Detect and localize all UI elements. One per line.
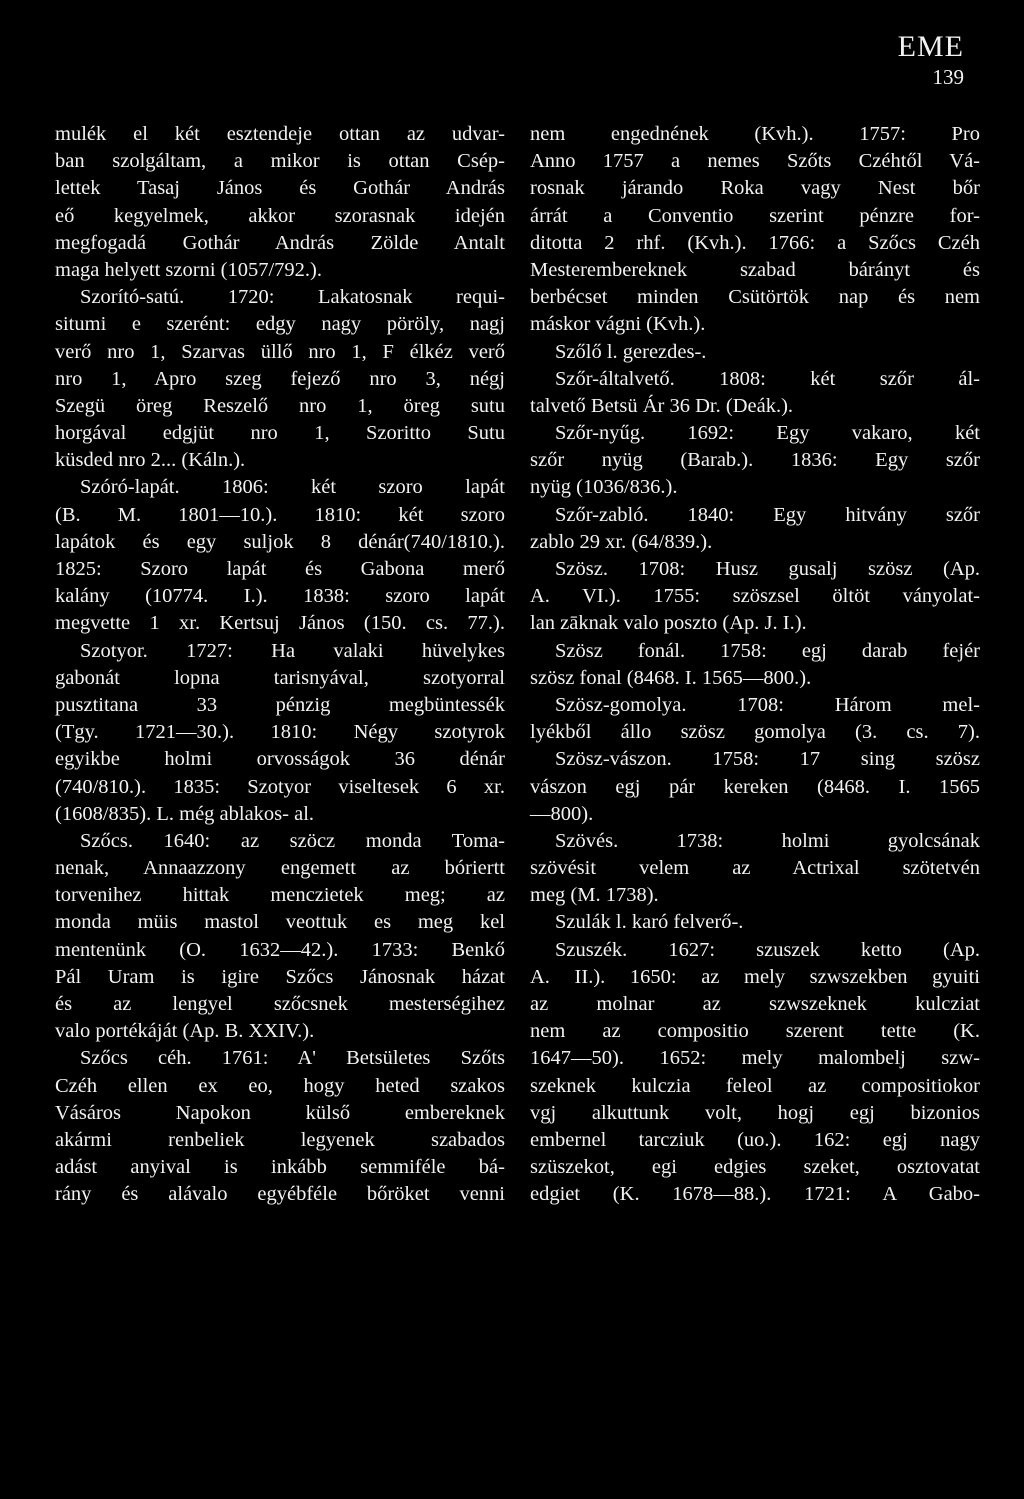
left-column-line: nenak, Annaazzony engemett az bóriertt	[55, 857, 505, 880]
left-column-line: adást anyival is inkább semmiféle bá-	[55, 1156, 505, 1179]
left-column-line: rány és alávalo egyébféle bőröket venni	[55, 1183, 505, 1206]
left-column-line: mentenünk (O. 1632—42.). 1733: Benkő	[55, 938, 505, 961]
right-column-line: talvető Betsü Ár 36 Dr. (Deák.).	[530, 394, 794, 417]
left-column-line: eő kegyelmek, akkor szorasnak idején	[55, 204, 505, 227]
left-column-line: (740/810.). 1835: Szotyor viseltesek 6 xr.	[55, 775, 505, 798]
running-header	[844, 30, 964, 88]
left-column-line: Czéh ellen ex eo, hogy heted szakos	[55, 1074, 505, 1097]
right-column-line: edgiet (K. 1678—88.). 1721: A Gabo-	[530, 1183, 980, 1206]
left-column-line: Szőcs. 1640: az szöcz monda Toma-	[80, 829, 505, 852]
left-column-line: Szegü öreg Reszelő nro 1, öreg sutu	[55, 394, 505, 417]
right-column-line: az molnar az szwszeknek kulcziat	[530, 993, 980, 1015]
right-column-line: —800).	[530, 802, 594, 825]
right-column-line: szőr nyüg (Barab.). 1836: Egy szőr	[530, 449, 980, 472]
right-column-line: A. VI.). 1755: szöszsel öltöt ványolat-	[530, 585, 980, 608]
left-column-line: mulék el két esztendeje ottan az udvar-	[55, 123, 505, 145]
right-column-line: berbécset minden Csütörtök nap és nem	[530, 286, 980, 309]
right-column-line: nem az compositio szerent tette (K.	[530, 1020, 980, 1043]
right-column-line: vászon egj pár kereken (8468. I. 1565	[530, 775, 980, 798]
right-column-line: Szösz-gomolya. 1708: Három mel-	[555, 693, 980, 716]
right-column-line: Szulák l. karó felverő-.	[555, 911, 744, 934]
left-column-line: Vásáros Napokon külső embereknek	[55, 1101, 505, 1124]
right-column-line: meg (M. 1738).	[530, 884, 659, 907]
right-column-line: 1647—50). 1652: mely malombelj szw-	[530, 1047, 980, 1070]
left-column-line: (1608/835). L. még ablakos- al.	[55, 802, 315, 825]
left-column-line: lapátok és egy suljok 8 dénár(740/1810.).	[55, 530, 505, 553]
right-column-line: árrát a Conventio szerint pénzre for-	[530, 204, 980, 227]
right-column-line: embernel tarcziuk (uo.). 162: egj nagy	[530, 1128, 980, 1151]
left-column-line: akármi renbeliek legyenek szabados	[55, 1128, 505, 1151]
right-column-line: Mesterembereknek szabad bárányt és	[530, 258, 980, 281]
right-column-line: rosnak járando Roka vagy Nest bőr	[530, 177, 980, 200]
right-column-line: Szőlő l. gerezdes-.	[555, 340, 707, 363]
right-column-line: Szövés. 1738: holmi gyolcsának	[555, 829, 980, 852]
right-column-line: szövésit velem az Actrixal szötetvén	[530, 857, 980, 880]
left-column-line: Szőcs céh. 1761: A' Betsületes Szőts	[80, 1047, 505, 1070]
left-column-line: megfogadá Gothár András Zölde Antalt	[55, 231, 505, 254]
left-column-line: lettek Tasaj János és Gothár András	[55, 177, 505, 200]
left-column-line: nro 1, Apro szeg fejező nro 3, négj	[55, 367, 505, 390]
left-column-line: monda müis mastol veottuk es meg kel	[55, 911, 505, 934]
right-column-line: Szösz. 1708: Husz gusalj szösz (Ap.	[555, 558, 980, 580]
right-column-line: vgj alkuttunk volt, hogj egj bizonios	[530, 1101, 980, 1124]
left-column-line: 1825: Szoro lapát és Gabona merő	[55, 558, 505, 580]
left-column-line: gabonát lopna tarisnyával, szotyorral	[55, 666, 505, 689]
left-column-line: ban szolgáltam, a mikor is ottan Csép-	[55, 150, 505, 173]
left-column-line: küsded nro 2... (Káln.).	[55, 449, 246, 472]
left-column-line: Szóró-lapát. 1806: két szoro lapát	[80, 476, 505, 499]
left-column-line: (B. M. 1801—10.). 1810: két szoro	[55, 503, 505, 526]
right-column-line: Szőr-nyűg. 1692: Egy vakaro, két	[555, 422, 980, 445]
right-column-line: zablo 29 xr. (64/839.).	[530, 530, 713, 553]
page-number: 139	[932, 65, 964, 89]
left-column-line: Szotyor. 1727: Ha valaki hüvelykes	[80, 639, 505, 662]
header-word: EME	[897, 30, 964, 63]
right-column-line: lan zāknak valo poszto (Ap. J. I.).	[530, 612, 807, 635]
right-column-line: A. II.). 1650: az mely szwszekben gyuiti	[530, 965, 980, 988]
left-column-line: pusztitana 33 pénzig megbüntessék	[55, 693, 505, 716]
right-column-line: szüszekot, egi edgies szeket, osztovatat	[530, 1156, 980, 1179]
left-column-line: situmi e szerént: edgy nagy pöröly, nagj	[55, 313, 505, 336]
right-column	[530, 121, 980, 1209]
right-column-line: ditotta 2 rhf. (Kvh.). 1766: a Szőcs Czéh	[530, 231, 980, 254]
right-column-line: szösz fonal (8468. I. 1565—800.).	[530, 666, 812, 689]
right-column-line: máskor vágni (Kvh.).	[530, 313, 706, 336]
left-column-line: verő nro 1, Szarvas üllő nro 1, F élkéz verő	[55, 340, 505, 363]
right-column-line: Anno 1757 a nemes Szőts Czéhtől Vá-	[530, 150, 980, 173]
left-column-line: valo portékáját (Ap. B. XXIV.).	[55, 1020, 315, 1043]
left-column-line: megvette 1 xr. Kertsuj János (150. cs. 77.).	[55, 612, 505, 635]
left-column-line: torvenihez hittak menczietek meg; az	[55, 884, 505, 907]
right-column-line: lyékből állo szösz gomolya (3. cs. 7).	[530, 721, 980, 744]
right-column-line: Szösz-vászon. 1758: 17 sing szösz	[555, 748, 980, 771]
right-column-line: nem engednének (Kvh.). 1757: Pro	[530, 123, 980, 145]
left-column-line: Pál Uram is igire Szőcs Jánosnak házat	[55, 965, 505, 988]
left-column-line: és az lengyel szőcsnek mesterségihez	[55, 993, 505, 1015]
left-column	[55, 121, 505, 1209]
left-column-line: (Tgy. 1721—30.). 1810: Négy szotyrok	[55, 721, 505, 744]
right-column-line: Szuszék. 1627: szuszek ketto (Ap.	[555, 938, 980, 961]
left-column-line: horgával edgjüt nro 1, Szoritto Sutu	[55, 422, 505, 445]
left-column-line: Szorító-satú. 1720: Lakatosnak requi-	[80, 286, 505, 309]
right-column-line: szeknek kulczia feleol az compositiokor	[530, 1074, 980, 1097]
left-column-line: kalány (10774. I.). 1838: szoro lapát	[55, 585, 505, 608]
right-column-line: Szőr-zabló. 1840: Egy hitvány szőr	[555, 503, 980, 526]
left-column-line: egyikbe holmi orvosságok 36 dénár	[55, 748, 505, 771]
left-column-line: maga helyett szorni (1057/792.).	[55, 258, 323, 281]
right-column-line: Szösz fonál. 1758: egj darab fejér	[555, 639, 980, 662]
right-column-line: Szőr-általvető. 1808: két szőr ál-	[555, 367, 980, 390]
right-column-line: nyüg (1036/836.).	[530, 476, 678, 499]
